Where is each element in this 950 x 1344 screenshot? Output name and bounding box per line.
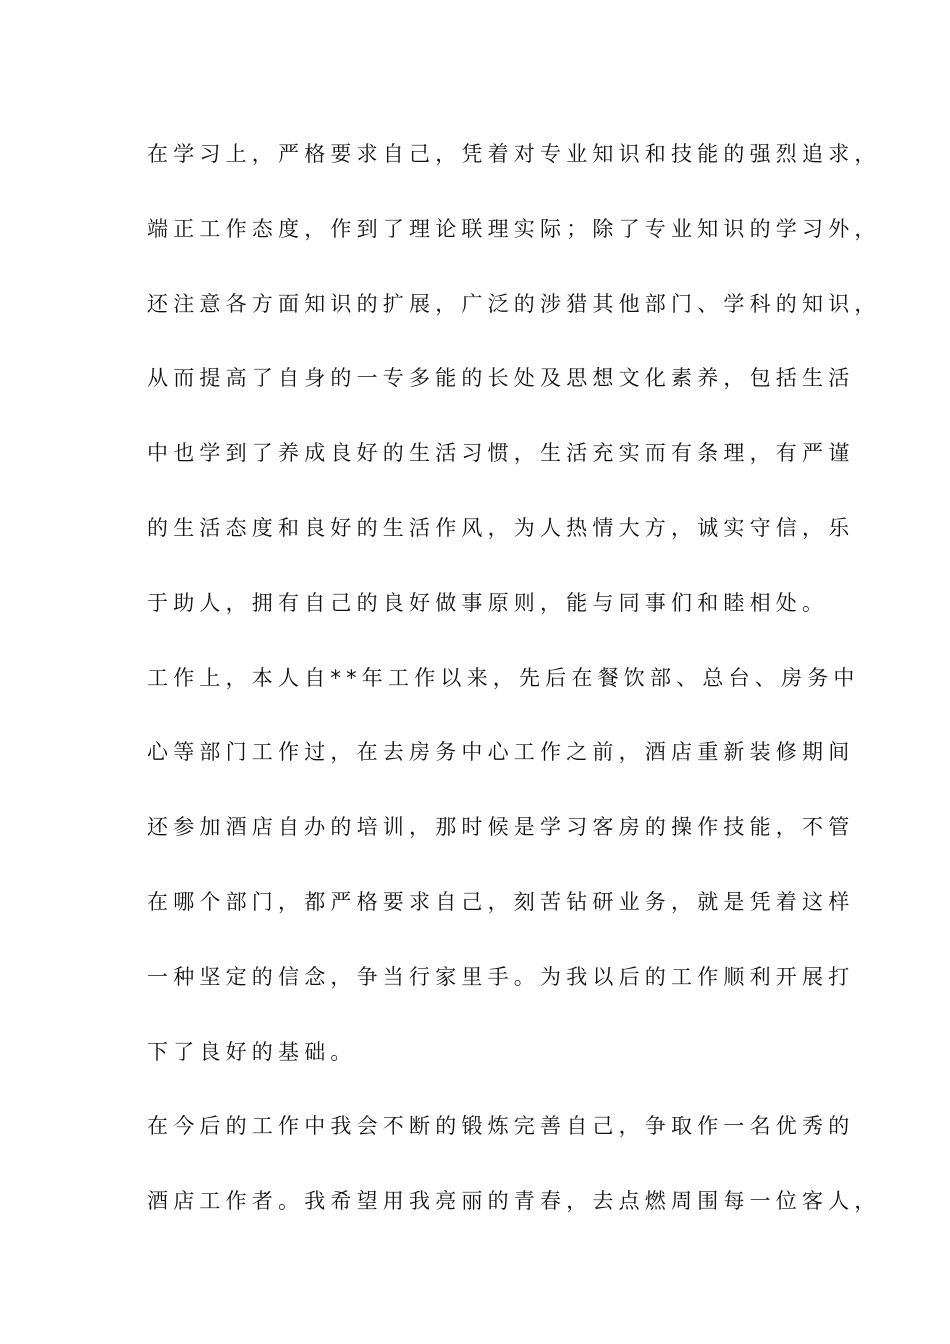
text-line: 还参加酒店自办的培训，那时候是学习客房的操作技能，不管 [147, 815, 855, 840]
text-line: 在学习上，严格要求自己，凭着对专业知识和技能的强烈追求， [147, 142, 881, 166]
text-line: 端正工作态度，作到了理论联理实际；除了专业知识的学习外， [147, 216, 881, 241]
text-line: 工作上，本人自**年工作以来，先后在餐饮部、总台、房务中 [147, 665, 860, 690]
text-line: 酒店工作者。我希望用我亮丽的青春，去点燃周围每一位客人， [147, 1189, 881, 1214]
text-line: 于助人，拥有自己的良好做事原则，能与同事们和睦相处。 [147, 590, 829, 615]
text-line: 中也学到了养成良好的生活习惯，生活充实而有条理，有严谨 [147, 441, 855, 466]
text-line: 从而提高了自身的一专多能的长处及思想文化素养，包括生活 [147, 366, 855, 391]
text-line: 在今后的工作中我会不断的锻炼完善自己，争取作一名优秀的 [147, 1114, 855, 1139]
text-line: 一种坚定的信念，争当行家里手。为我以后的工作顺利开展打 [147, 964, 855, 989]
text-line: 下了良好的基础。 [147, 1039, 357, 1064]
text-line: 心等部门工作过，在去房务中心工作之前，酒店重新装修期间 [147, 740, 855, 765]
document-body [147, 133, 881, 1255]
text-line: 在哪个部门，都严格要求自己，刻苦钻研业务，就是凭着这样 [147, 889, 855, 914]
text-line: 还注意各方面知识的扩展，广泛的涉猎其他部门、学科的知识， [147, 291, 881, 316]
text-line: 的生活态度和良好的生活作风，为人热情大方，诚实守信，乐 [147, 515, 855, 540]
